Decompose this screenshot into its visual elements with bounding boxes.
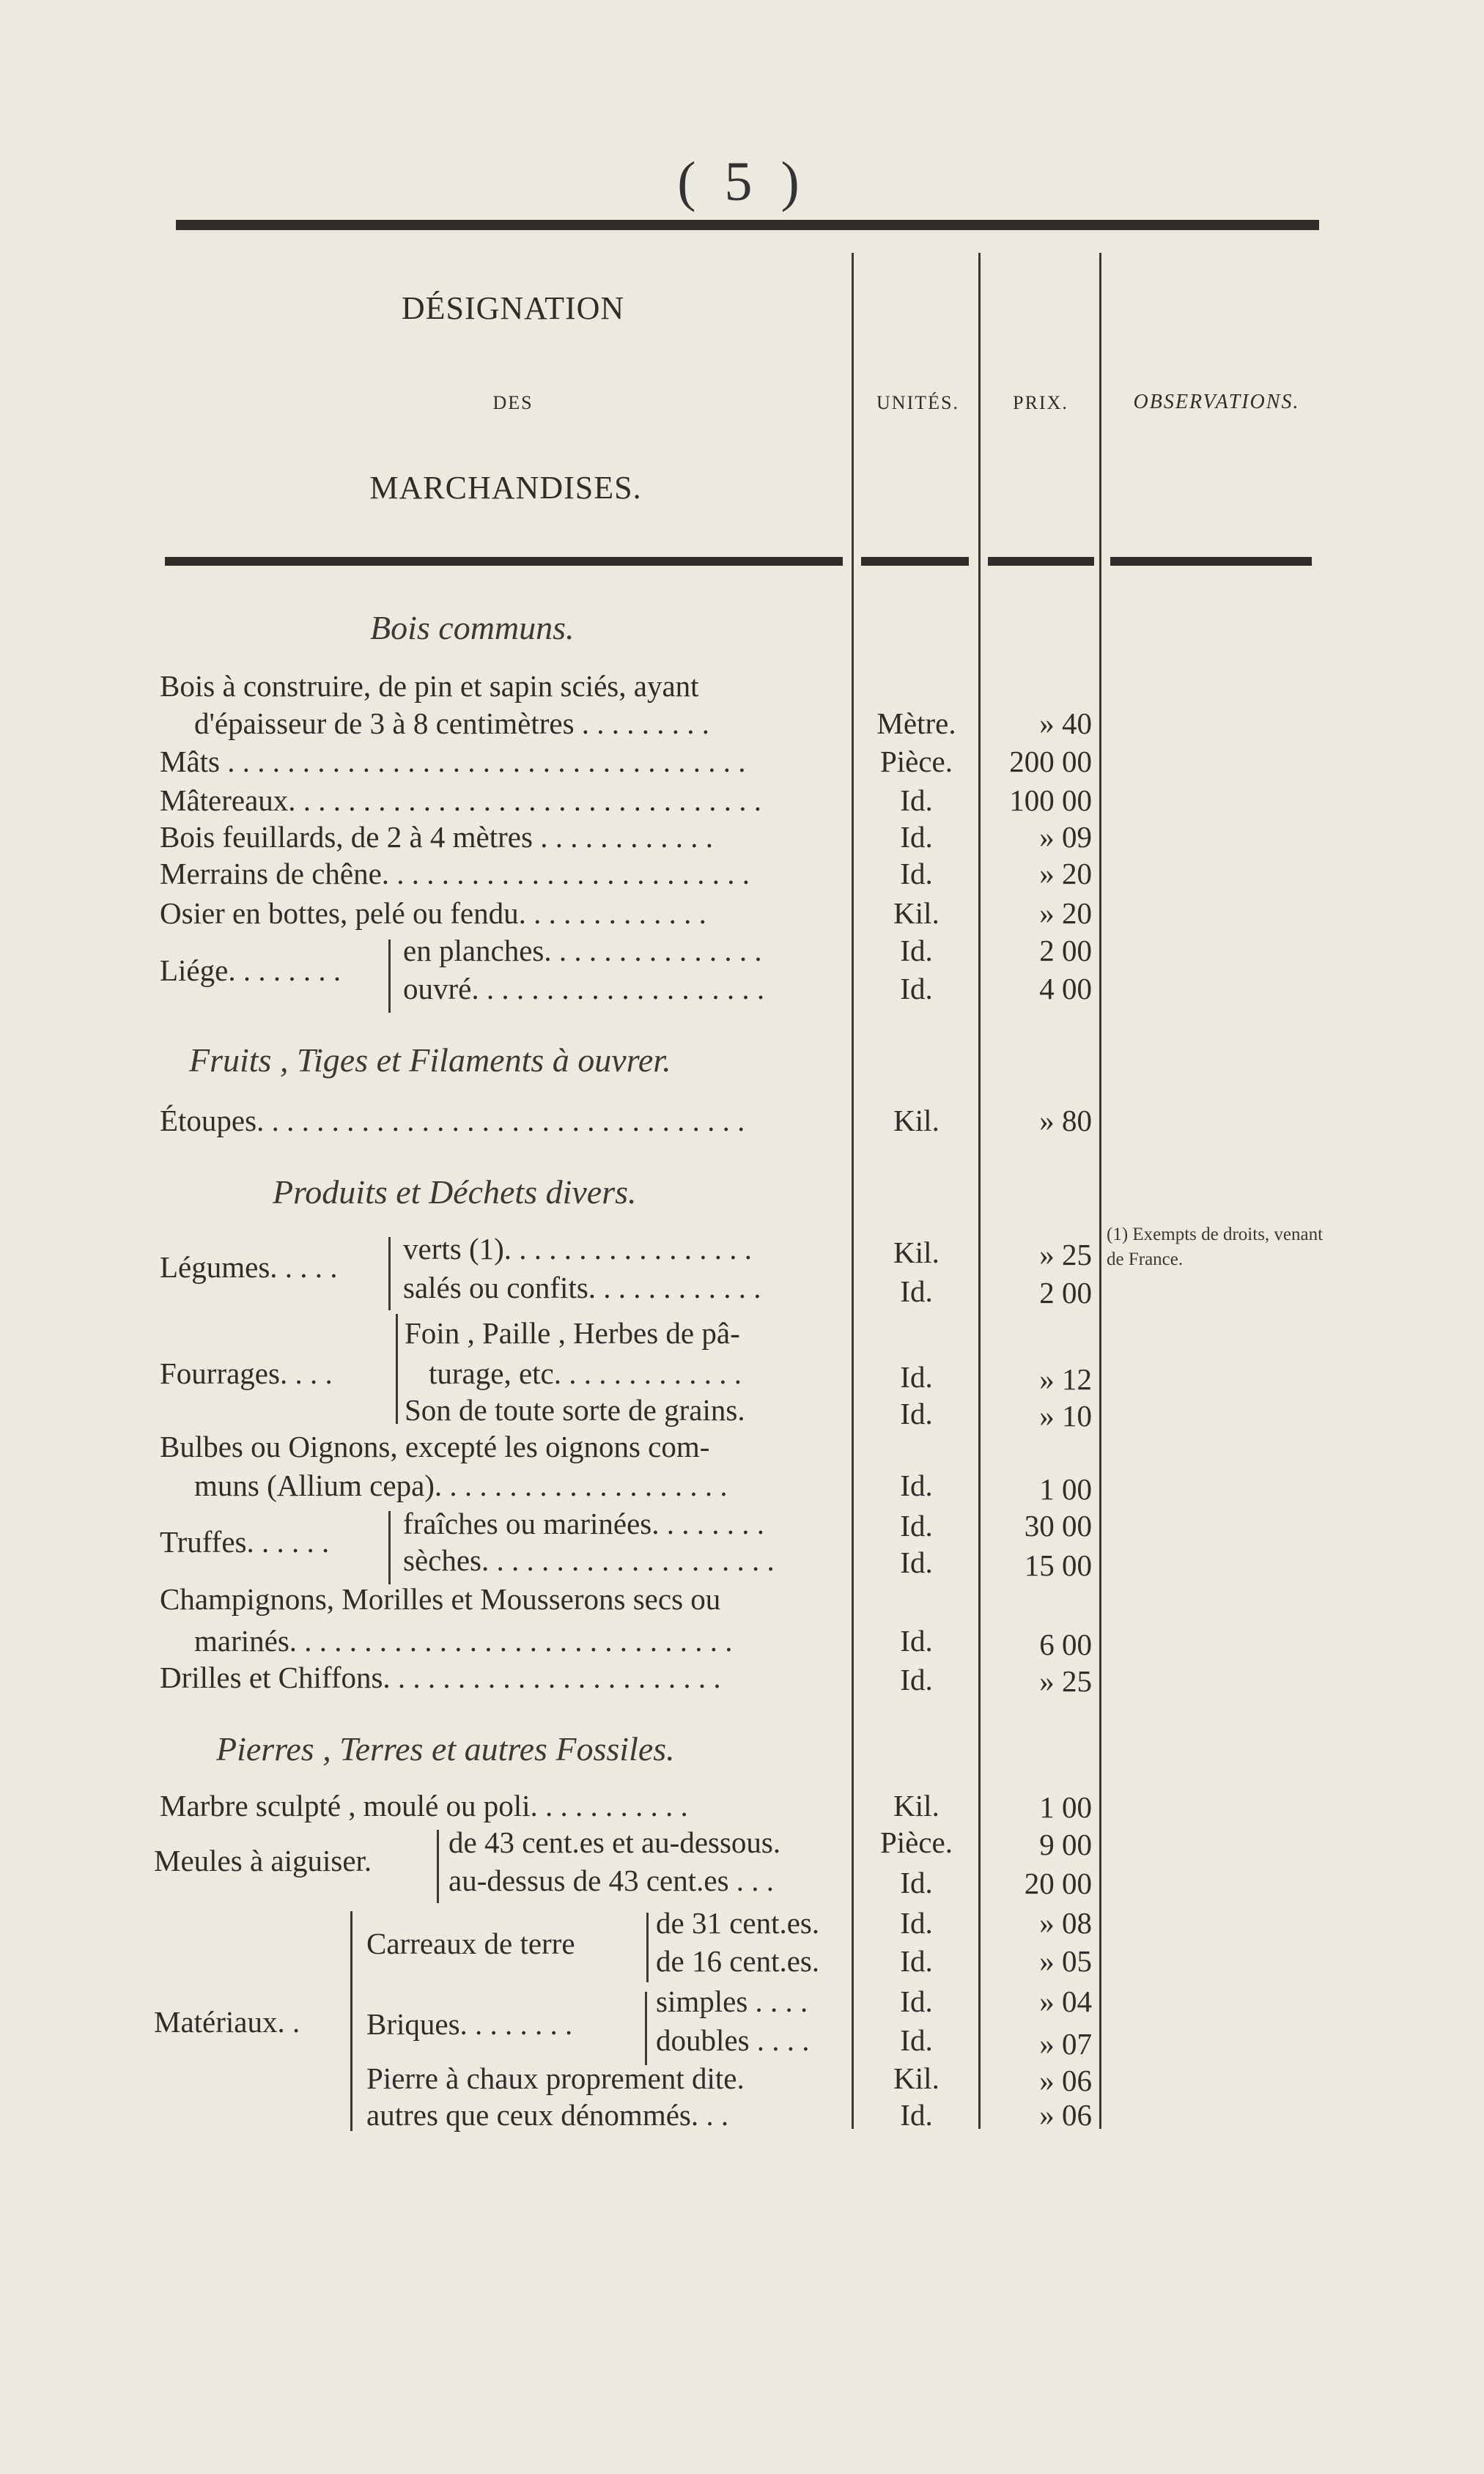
- item-price: 2 00: [1039, 934, 1092, 967]
- item-label: Marbre sculpté , moulé ou poli. . . . . . . . . . .: [160, 1789, 688, 1823]
- item-price: 15 00: [1024, 1548, 1092, 1582]
- item-price: » 20: [1039, 896, 1092, 930]
- item-price: » 09: [1039, 820, 1092, 854]
- header-marchandises: MARCHANDISES.: [369, 470, 642, 506]
- item-price: » 07: [1039, 2027, 1092, 2061]
- item-unit: Id.: [900, 1866, 933, 1899]
- item-label: doubles . . . .: [656, 2023, 810, 2057]
- section-title: Produits et Déchets divers.: [273, 1173, 637, 1211]
- item-unit: Kil.: [893, 1789, 940, 1823]
- item-price: » 12: [1039, 1362, 1092, 1396]
- header-rule: [165, 557, 843, 566]
- header-units: UNITÉS.: [876, 392, 959, 413]
- item-price: » 25: [1039, 1664, 1092, 1698]
- brace: [396, 1314, 398, 1424]
- brace: [388, 1511, 391, 1584]
- item-label: de 31 cent.es.: [656, 1906, 820, 1940]
- item-price: » 40: [1039, 706, 1092, 740]
- item-label: muns (Allium cepa). . . . . . . . . . . . . . . . . . . .: [194, 1469, 728, 1502]
- item-price: 2 00: [1039, 1276, 1092, 1310]
- item-price: » 08: [1039, 1906, 1092, 1940]
- group-label: Matériaux. .: [154, 2005, 300, 2039]
- item-price: » 25: [1039, 1238, 1092, 1271]
- header-designation: DÉSIGNATION: [401, 290, 625, 326]
- item-label: verts (1). . . . . . . . . . . . . . . . .: [403, 1232, 753, 1266]
- item-label: Champignons, Morilles et Mousserons secs ou: [160, 1582, 721, 1616]
- item-unit: Id.: [900, 1469, 933, 1502]
- brace: [388, 1237, 391, 1310]
- item-unit: Id.: [900, 1274, 933, 1308]
- item-price: 20 00: [1024, 1866, 1092, 1900]
- item-unit: Pièce.: [879, 1825, 953, 1859]
- item-unit: Id.: [900, 934, 933, 967]
- item-unit: Kil.: [893, 2061, 940, 2095]
- item-price: 30 00: [1024, 1509, 1092, 1543]
- item-unit: Id.: [900, 1944, 933, 1978]
- item-price: » 06: [1039, 2098, 1092, 2132]
- item-label: Bois feuillards, de 2 à 4 mètres . . . . . . . . . . . .: [160, 820, 713, 854]
- item-label: Merrains de chêne. . . . . . . . . . . . . . . . . . . . . . . . .: [160, 857, 750, 890]
- item-label: Foin , Paille , Herbes de pâ-: [405, 1316, 740, 1350]
- item-label: sèches. . . . . . . . . . . . . . . . . . . .: [403, 1543, 775, 1577]
- item-unit: Id.: [900, 783, 933, 817]
- item-unit: Id.: [900, 2098, 933, 2132]
- item-label: salés ou confits. . . . . . . . . . . .: [403, 1271, 761, 1304]
- header-rule: [861, 557, 969, 566]
- item-unit: Id.: [900, 1397, 933, 1430]
- brace: [388, 939, 391, 1013]
- group-label: Truffes. . . . . .: [160, 1525, 330, 1559]
- item-label: Mâts . . . . . . . . . . . . . . . . . . . . . . . . . . . . . . . . . . .: [160, 745, 746, 778]
- item-label: Drilles et Chiffons. . . . . . . . . . . . . . . . . . . . . . .: [160, 1661, 721, 1694]
- item-label: Étoupes. . . . . . . . . . . . . . . . . . . . . . . . . . . . . . . . .: [160, 1104, 745, 1137]
- item-price: 200 00: [1009, 745, 1092, 778]
- item-label: Mâtereaux. . . . . . . . . . . . . . . . . . . . . . . . . . . . . . . .: [160, 783, 762, 817]
- subgroup-label: Briques. . . . . . . .: [366, 2007, 573, 2041]
- item-unit: Kil.: [893, 1104, 940, 1137]
- item-label: de 43 cent.es et au-dessous.: [448, 1825, 781, 1859]
- item-label: simples . . . .: [656, 1984, 808, 2018]
- group-label: Légumes. . . . .: [160, 1250, 338, 1284]
- item-label: Bois à construire, de pin et sapin sciés, ayant: [160, 669, 699, 703]
- header-des: DES: [492, 392, 534, 413]
- item-price: » 04: [1039, 1984, 1092, 2018]
- item-label: au-dessus de 43 cent.es . . .: [448, 1864, 775, 1897]
- item-price: 1 00: [1039, 1472, 1092, 1506]
- item-unit: Id.: [900, 972, 933, 1005]
- brace: [437, 1830, 439, 1903]
- item-label: fraîches ou marinées. . . . . . . .: [403, 1507, 764, 1540]
- brace: [645, 1992, 647, 2065]
- item-price: » 05: [1039, 1944, 1092, 1978]
- section-title: Bois communs.: [370, 609, 575, 646]
- header-rule: [1110, 557, 1312, 566]
- item-price: » 20: [1039, 857, 1092, 890]
- group-label: Liége. . . . . . . .: [160, 953, 342, 987]
- item-label: Son de toute sorte de grains.: [405, 1393, 745, 1427]
- brace: [646, 1913, 649, 1982]
- item-label: turage, etc. . . . . . . . . . . . .: [429, 1356, 742, 1390]
- item-price: 4 00: [1039, 972, 1092, 1005]
- item-unit: Mètre.: [876, 706, 956, 740]
- item-label: Osier en bottes, pelé ou fendu. . . . . . . . . . . . .: [160, 896, 706, 930]
- item-label: Bulbes ou Oignons, excepté les oignons com-: [160, 1430, 710, 1463]
- group-label: Fourrages. . . .: [160, 1356, 333, 1390]
- group-label: Meules à aiguiser.: [154, 1844, 372, 1877]
- top-rule: [176, 220, 1319, 230]
- item-unit: Kil.: [893, 896, 940, 930]
- item-label: autres que ceux dénommés. . .: [366, 2098, 729, 2132]
- item-unit: Id.: [900, 857, 933, 890]
- item-price: 100 00: [1009, 783, 1092, 817]
- item-price: » 80: [1039, 1104, 1092, 1137]
- item-unit: Id.: [900, 1906, 933, 1940]
- column-divider: [978, 253, 981, 2129]
- item-unit: Id.: [900, 2023, 933, 2057]
- item-unit: Pièce.: [879, 745, 953, 778]
- item-price: 6 00: [1039, 1628, 1092, 1661]
- section-title: Pierres , Terres et autres Fossiles.: [216, 1730, 675, 1768]
- page-number: ( 5 ): [677, 151, 807, 213]
- item-unit: Id.: [900, 1546, 933, 1579]
- item-unit: Id.: [900, 1360, 933, 1394]
- item-label: de 16 cent.es.: [656, 1944, 820, 1978]
- item-label: Pierre à chaux proprement dite.: [366, 2061, 745, 2095]
- subgroup-label: Carreaux de terre: [366, 1927, 575, 1960]
- item-label: marinés. . . . . . . . . . . . . . . . . . . . . . . . . . . . . .: [194, 1624, 733, 1658]
- item-label: d'épaisseur de 3 à 8 centimètres . . . . . . . . .: [194, 706, 710, 740]
- item-price: » 06: [1039, 2064, 1092, 2097]
- header-rule: [988, 557, 1094, 566]
- item-price: 9 00: [1039, 1828, 1092, 1861]
- item-price: » 10: [1039, 1399, 1092, 1433]
- header-observations: OBSERVATIONS.: [1133, 391, 1300, 413]
- section-title: Fruits , Tiges et Filaments à ouvrer.: [189, 1041, 671, 1079]
- item-unit: Id.: [900, 1984, 933, 2018]
- column-divider: [1099, 253, 1101, 2129]
- item-label: ouvré. . . . . . . . . . . . . . . . . . . .: [403, 972, 765, 1005]
- item-unit: Id.: [900, 1624, 933, 1658]
- header-price: PRIX.: [1013, 392, 1068, 413]
- item-unit: Id.: [900, 1509, 933, 1543]
- item-price: 1 00: [1039, 1790, 1092, 1824]
- item-unit: Id.: [900, 820, 933, 854]
- footnote-observation: (1) Exempts de droits, venant de France.: [1107, 1225, 1324, 1269]
- item-label: en planches. . . . . . . . . . . . . . .: [403, 934, 762, 967]
- item-unit: Kil.: [893, 1236, 940, 1269]
- column-divider: [852, 253, 854, 2129]
- item-unit: Id.: [900, 1663, 933, 1696]
- brace: [350, 1911, 352, 2131]
